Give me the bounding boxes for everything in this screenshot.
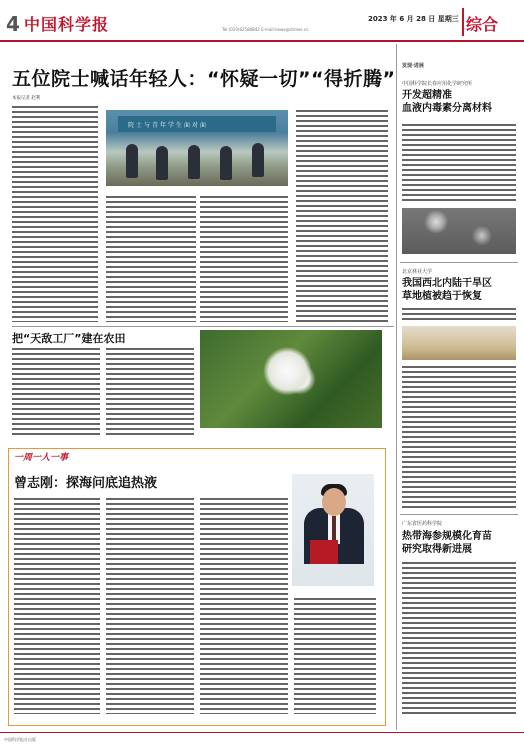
series-label: 一周一人一事: [14, 453, 69, 463]
flower-photo: [200, 330, 382, 428]
masthead: [0, 0, 524, 42]
portrait-certificate: [310, 540, 338, 564]
story1-headline-line1: 开发超精准: [402, 90, 452, 101]
feature-text-column-4: [294, 598, 376, 714]
main-byline: 本报记者 赵利: [12, 96, 41, 101]
right-story-separator: [400, 262, 518, 263]
feature-text-column-2: [106, 498, 194, 714]
panelist-figure: [220, 146, 232, 180]
right-story-separator: [400, 514, 518, 515]
portrait-face: [322, 488, 346, 516]
portrait-tie: [332, 516, 336, 540]
story3-kicker: 广东省医药科学院: [402, 521, 443, 527]
main-text-column-4: [296, 110, 388, 322]
story1-micrograph: [402, 208, 516, 254]
main-photo: [106, 110, 288, 186]
footer-text: 中国科学报社出版: [4, 737, 36, 742]
page-number: 4: [6, 12, 20, 36]
story2-text-intro: [402, 308, 516, 322]
panelist-figure: [252, 143, 264, 177]
story3-text: [402, 562, 516, 714]
section-name: 综合: [466, 15, 499, 34]
right-column-tag: 发现·进展: [402, 63, 424, 69]
feature-headline: 曾志刚：探海问底追热液: [14, 476, 158, 491]
grassland-photo: [402, 326, 516, 360]
story1-kicker: 中国科学院长春应用化学研究所: [402, 81, 473, 87]
contact-info: Tel:(010)62580842 E-mail:news@stimes.cn: [222, 27, 309, 32]
main-text-column-3: [200, 196, 288, 322]
issue-date: 2023 年 6 月 28 日 星期三: [368, 15, 459, 23]
main-text-column-1: [12, 106, 98, 322]
story1-headline-line2: 血液内毒素分离材料: [402, 103, 492, 114]
feature-text-column-3: [200, 498, 288, 714]
column-rule: [396, 44, 397, 730]
photo-banner: [118, 116, 276, 132]
story1-text: [402, 124, 516, 204]
panelist-figure: [188, 145, 200, 179]
second-headline: 把“天敌工厂”建在农田: [12, 332, 126, 345]
panelist-figure: [156, 146, 168, 180]
panelist-figure: [126, 144, 138, 178]
scientist-portrait: [292, 474, 374, 586]
second-text-column-1: [12, 348, 100, 436]
story3-headline-line1: 热带海参规模化育苗: [402, 531, 492, 542]
story2-kicker: 北京林业大学: [402, 269, 433, 275]
story2-text: [402, 366, 516, 508]
photo-banner-text: 院士与青年学生面对面: [128, 122, 209, 129]
feature-text-column-1: [14, 498, 100, 714]
story3-headline-line2: 研究取得新进展: [402, 544, 472, 555]
story-separator: [12, 326, 394, 327]
main-text-column-2: [106, 196, 196, 322]
section-divider: [462, 8, 464, 36]
second-text-column-2: [106, 348, 194, 436]
newspaper-logo: 中国科学报: [24, 15, 110, 34]
main-headline: 五位院士喊话年轻人：“怀疑一切”“得折腾”: [12, 68, 396, 90]
story2-headline-line2: 草地植被趋于恢复: [402, 291, 482, 302]
page-footer: [0, 732, 524, 749]
story2-headline-line1: 我国西北内陆干旱区: [402, 278, 492, 289]
